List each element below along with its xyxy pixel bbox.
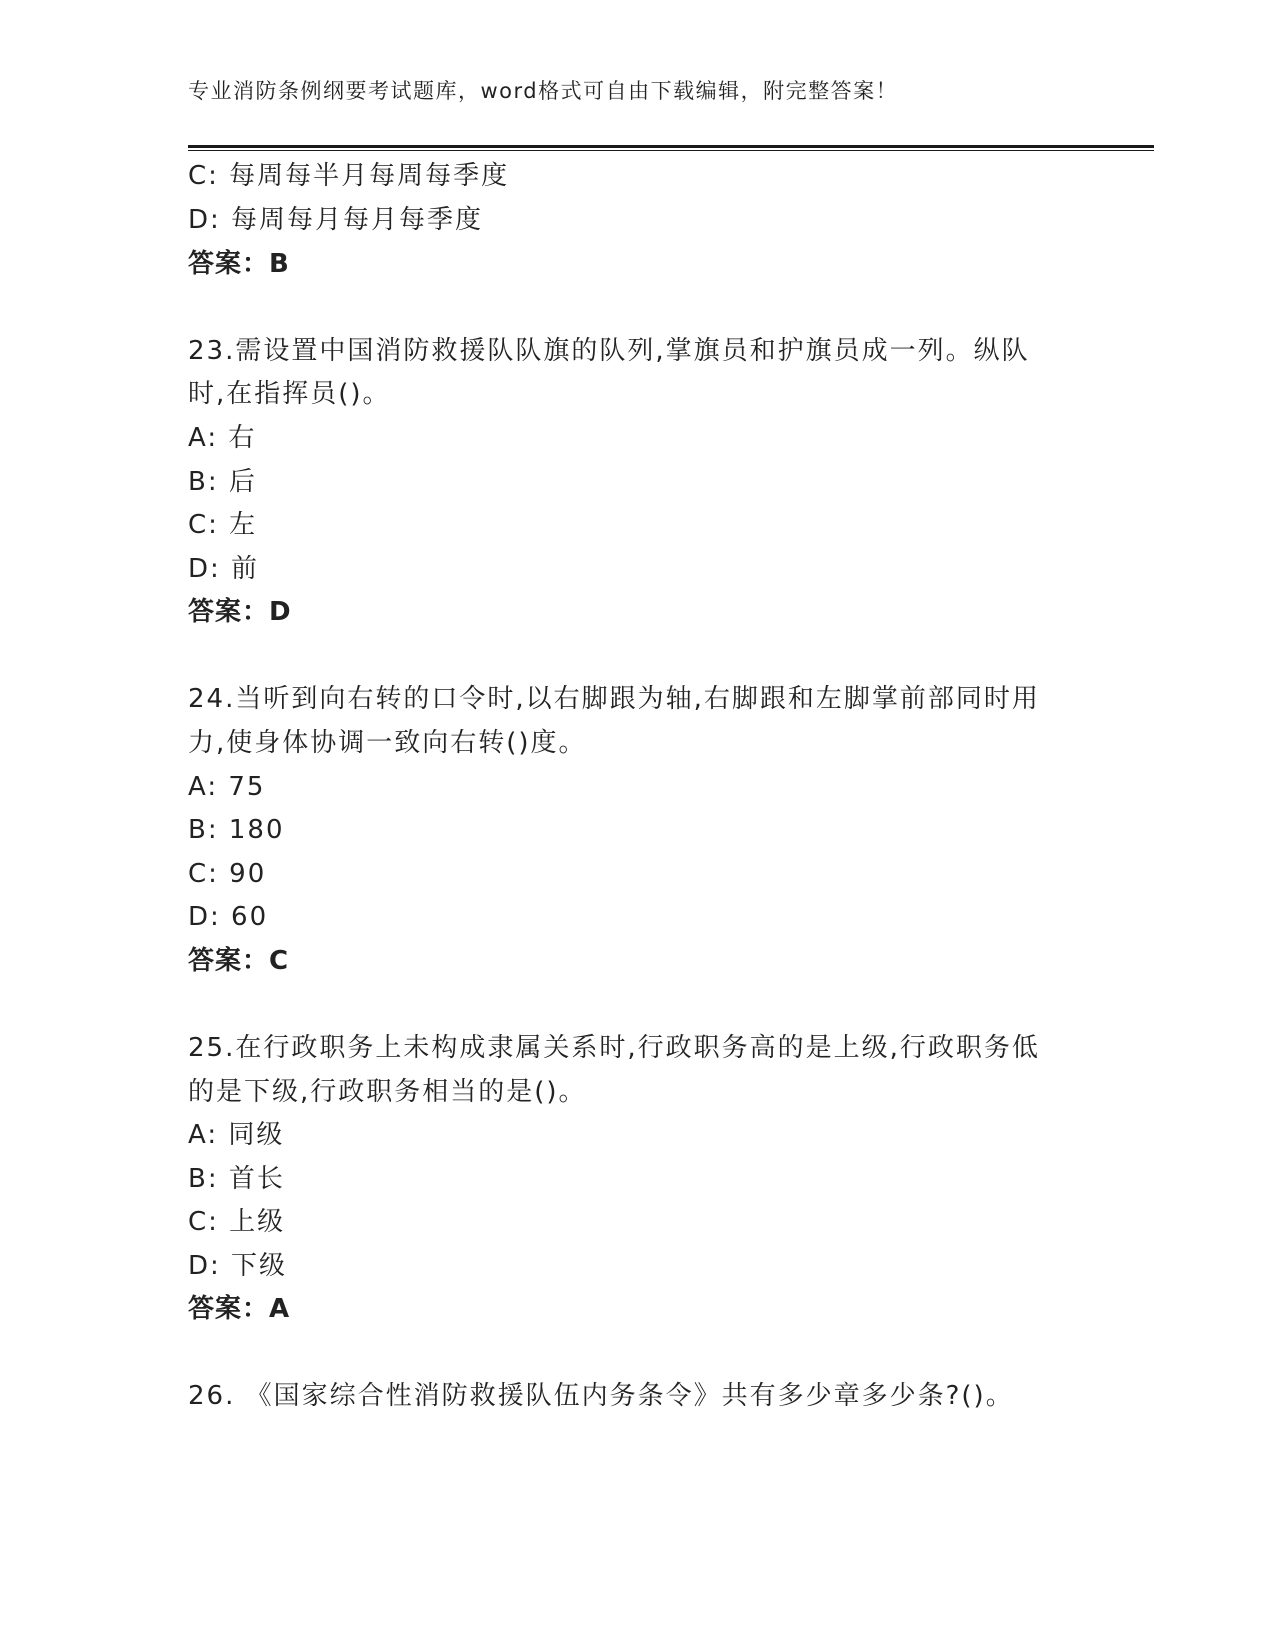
question-23-option-c: C: 左 (188, 510, 258, 540)
question-24-option-b: B: 180 (188, 815, 285, 845)
question-25-option-b: B: 首长 (188, 1164, 285, 1194)
question-25-option-d: D: 下级 (188, 1251, 288, 1281)
question-24-answer: 答案：C (188, 946, 290, 976)
question-23-stem-line1: 23.需设置中国消防救援队队旗的队列,掌旗员和护旗员成一列。纵队 (188, 336, 1030, 366)
question-25-stem-line2: 的是下级,行政职务相当的是()。 (188, 1077, 587, 1107)
question-23-option-d: D: 前 (188, 554, 260, 584)
question-23-option-a: A: 右 (188, 423, 257, 453)
question-23-stem-line2: 时,在指挥员()。 (188, 379, 391, 409)
question-24-stem-line2: 力,使身体协调一致向右转()度。 (188, 728, 587, 758)
question-26-stem-line1: 26. 《国家综合性消防救援队伍内务条令》共有多少章多少条?()。 (188, 1381, 1014, 1411)
question-24-option-c: C: 90 (188, 859, 267, 889)
option-c: C: 每周每半月每周每季度 (188, 161, 510, 191)
question-24-stem-line1: 24.当听到向右转的口令时,以右脚跟为轴,右脚跟和左脚掌前部同时用 (188, 684, 1040, 714)
question-23-option-b: B: 后 (188, 467, 257, 497)
question-25-option-c: C: 上级 (188, 1207, 286, 1237)
header-rule-thin (188, 150, 1154, 151)
option-d: D: 每周每月每月每季度 (188, 205, 484, 235)
page-header: 专业消防条例纲要考试题库，word格式可自由下载编辑，附完整答案！ (188, 79, 899, 103)
question-25-stem-line1: 25.在行政职务上未构成隶属关系时,行政职务高的是上级,行政职务低 (188, 1033, 1040, 1063)
answer: 答案：B (188, 249, 290, 279)
question-25-option-a: A: 同级 (188, 1120, 285, 1150)
question-25-answer: 答案：A (188, 1294, 291, 1324)
header-rule-thick (188, 145, 1154, 148)
question-24-option-a: A: 75 (188, 772, 266, 802)
question-24-option-d: D: 60 (188, 902, 269, 932)
question-23-answer: 答案：D (188, 597, 292, 627)
